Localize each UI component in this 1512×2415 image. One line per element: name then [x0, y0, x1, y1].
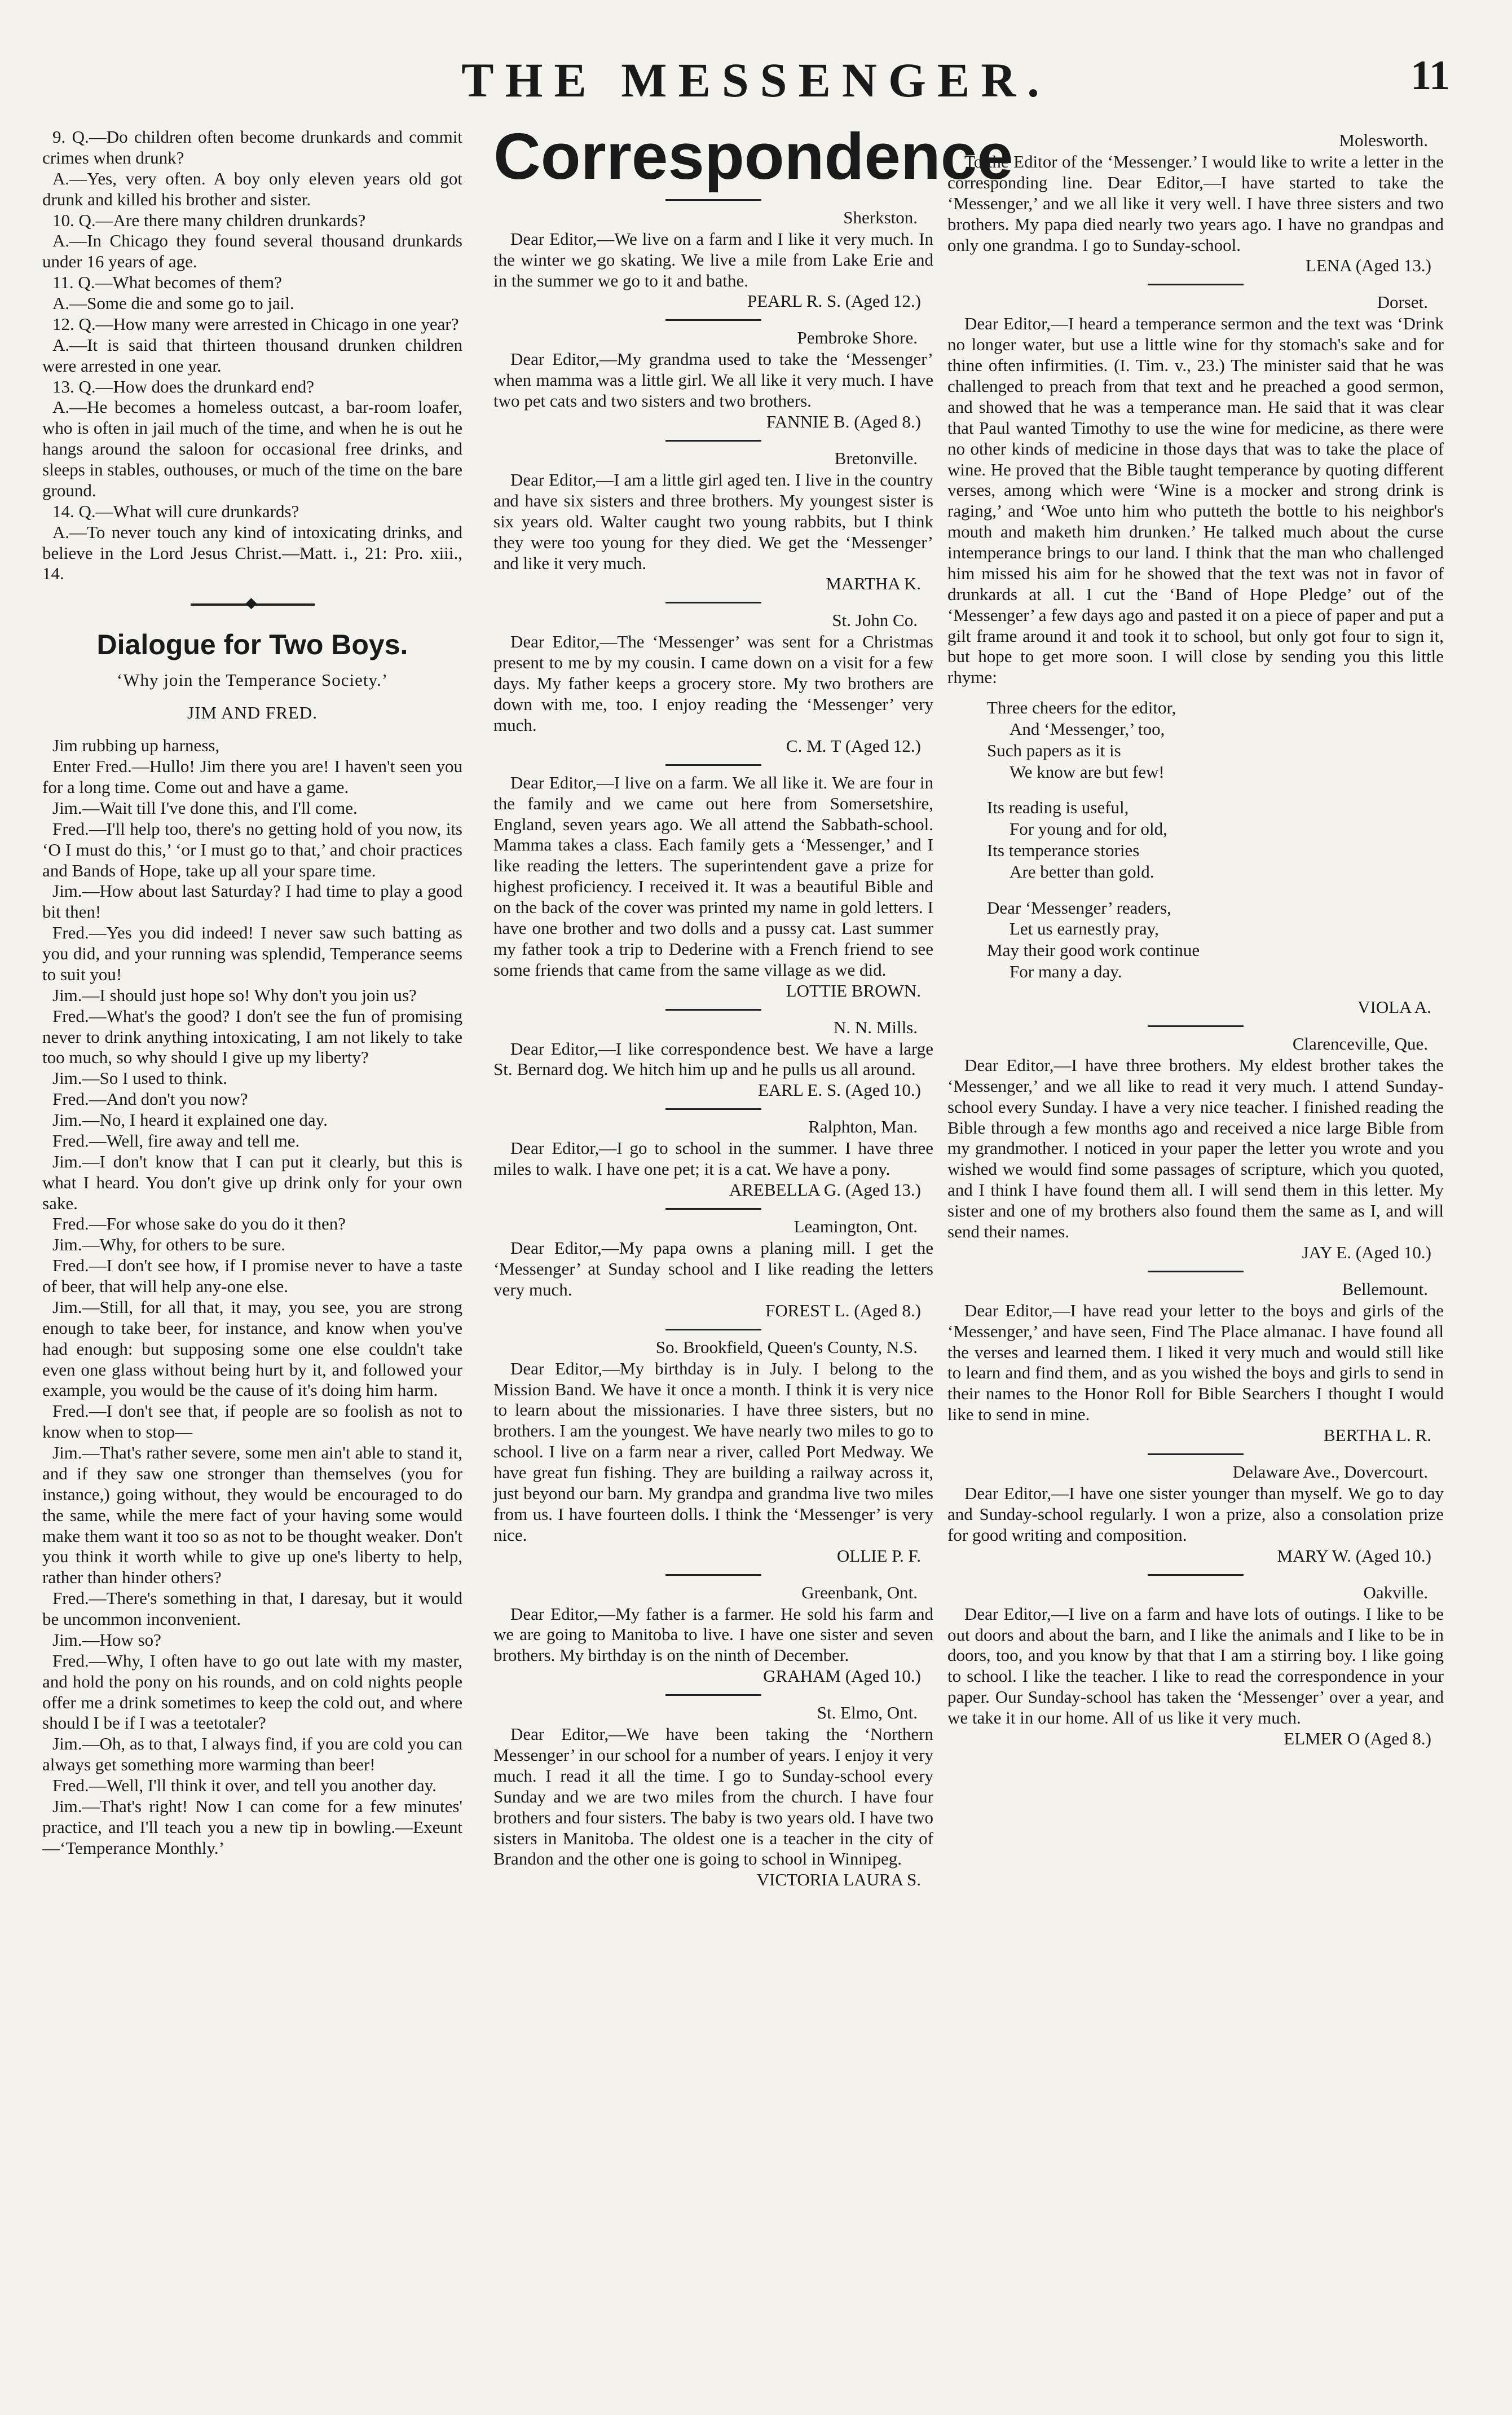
dialogue-line: Jim.—I should just hope so! Why don't you join us?: [52, 985, 417, 1005]
letter-place: Pembroke Shore.: [797, 328, 918, 348]
dialogue-line: Jim.—Oh, as to that, I always find, if you are cold you can always get something more warming than beer!: [42, 1734, 462, 1775]
poem-line: May their good work continue: [987, 940, 1200, 960]
letter-rule: [665, 1574, 761, 1576]
letter: [493, 1117, 933, 1200]
letter-rule: [665, 1208, 761, 1210]
ornamental-rule: [191, 603, 315, 606]
letter-body: Dear Editor,—I am a little girl aged ten. I live in the country and have six sisters and three brothers. My youngest sister is six years old. Walter caught two young rabbits, but I think they were too young for they died. We get the ‘Messenger’ and like it very much.: [493, 470, 933, 573]
dialogue-line: Fred.—And don't you now?: [52, 1089, 248, 1109]
letter-signature: PEARL R. S. (Aged 12.): [747, 291, 921, 311]
letter-signature: MARY W. (Aged 10.): [1277, 1545, 1431, 1566]
dialogue-line: Fred.—What's the good? I don't see the fun of promising never to drink anything intoxicating, I am not likely to take too much, so why should I give up my liberty?: [42, 1006, 462, 1068]
poem: [947, 697, 1444, 982]
letter-body: Dear Editor,—We have been taking the ‘Northern Messenger’ in our school for a number of years. I enjoy it very much. I read it all the time. I go to Sunday-school every Sunday and we are two miles from the church. I have four brothers and four sisters. The baby is two years old. I have two sisters in Manitoba. The oldest one is a teacher in the city of Brandon and the other one is going to school in Winnipeg.: [493, 1724, 933, 1869]
dialogue-line: Fred.—Well, I'll think it over, and tell you another day.: [52, 1775, 437, 1795]
letter-body: Dear Editor,—The ‘Messenger’ was sent for a Christmas present to me by my cousin. I came down on a visit for a few days. My father keeps a grocery store. My two brothers are down with me, too. I enjoy reading the ‘Messenger’ very much.: [493, 632, 933, 735]
letter-body: Dear Editor,—I like correspondence best. We have a large St. Bernard dog. We hitch him up and he pulls us all around.: [493, 1038, 933, 1079]
letter: [947, 1583, 1444, 1749]
letter-place: St. Elmo, Ont.: [817, 1703, 918, 1723]
letter: [493, 1217, 933, 1321]
letters-right-top: [947, 130, 1444, 688]
poem-line: For many a day.: [1010, 962, 1122, 982]
poem-line: Let us earnestly pray,: [1010, 919, 1159, 939]
letter-place: Ralphton, Man.: [808, 1117, 918, 1137]
letter: [493, 773, 933, 1001]
correspondence-title: Correspondence: [493, 120, 1013, 193]
column-middle: [493, 120, 1013, 1898]
letter-rule: [665, 764, 761, 766]
letter-place: Bellemount.: [1342, 1279, 1428, 1299]
poem-line: We know are but few!: [1010, 761, 1165, 782]
letter-body: Dear Editor,—I have one sister younger than myself. We go to day and Sunday-school regularly. I won a prize, also a consolation prize for good writing and composition.: [947, 1483, 1444, 1545]
catechism-line: A.—To never touch any kind of intoxicating drinks, and believe in the Lord Jesus Christ.—Matt. i., 21: Pro. xiii., 14.: [42, 522, 462, 584]
poem-line: Dear ‘Messenger’ readers,: [987, 897, 1171, 918]
poem-line: And ‘Messenger,’ too,: [1010, 719, 1165, 739]
letter-signature: BERTHA L. R.: [1323, 1425, 1431, 1445]
dialogue-section: [42, 735, 462, 1858]
letter-signature: LOTTIE BROWN.: [786, 980, 921, 1001]
title-rule: [665, 199, 761, 201]
poem-line: For young and for old,: [1010, 819, 1167, 839]
dialogue-line: Fred.—For whose sake do you do it then?: [52, 1214, 346, 1234]
poem-signature: VIOLA A.: [1357, 997, 1431, 1017]
letter-body: Dear Editor,—I heard a temperance sermon and the text was ‘Drink no longer water, but use a little wine for thy stomach's sake and for thine often infirmities. (I. Tim. v., 23.) The minister said that he was challenged to preach from that text and he preached a good sermon, and showed that he was a temperance man. He said that it was clear that Paul wanted Timothy to use the wine for medicine, as there were no other kinds of medicine in those days that was to take the place of wine. He proved that the Bible taught temperance by quoting different verses, among which were ‘Wine is a mocker and strong drink is raging,’ and ‘Woe unto him who putteth the bottle to his neighbor's mouth and maketh him drunken.’ He talked much about the curse intemperance brings to our land. I think that the man who challenged him missed his aim for he showed that the text was not in favor of drunkards at all. I cut the ‘Band of Hope Pledge’ out of the ‘Messenger’ a few days ago and pasted it on a piece of paper and put a gilt frame around it and took it to school, but only got four to sign it, but hope to get more soon. I will close by sending you this little rhyme:: [947, 314, 1444, 688]
letter: [947, 1034, 1444, 1263]
letter-rule: [665, 440, 761, 442]
letter-body: Dear Editor,—My birthday is in July. I belong to the Mission Band. We have it once a month. I think it is very nice to learn about the missionaries. I have three sisters, but no brothers. I am the youngest. We have nearly two miles to go to school. I live on a farm near a river, called Port Medway. We have great fun fishing. They are building a railway across it, just beyond our barn. My grandpa and grandma live two miles from us. I have fourteen dolls. I think the ‘Messenger’ is very nice.: [493, 1358, 933, 1545]
letter-body: Dear Editor,—My grandma used to take the ‘Messenger’ when mamma was a little girl. We all like it very much. I have two pet cats and two sisters and two brothers.: [493, 349, 933, 411]
catechism-line: A.—Some die and some go to jail.: [52, 293, 294, 313]
letter-rule: [1148, 284, 1244, 285]
dialogue-line: Fred.—Why, I often have to go out late with my master, and hold the pony on his rounds, and on cold nights people offer me a drink sometimes to keep the cold out, and where should I be if I was a teetotaler?: [42, 1650, 462, 1733]
letter-body: Dear Editor,—My father is a farmer. He sold his farm and we are going to Manitoba to live. I have one sister and seven brothers. My birthday is on the ninth of December.: [493, 1603, 933, 1665]
letter-signature: OLLIE P. F.: [836, 1545, 921, 1566]
letter-rule: [665, 1009, 761, 1011]
poem-line: Its reading is useful,: [987, 797, 1129, 818]
column-left: [42, 127, 462, 1859]
letters-middle: [493, 208, 933, 1890]
letters-right-bottom: [947, 1034, 1444, 1749]
letter-rule: [1148, 1025, 1244, 1027]
letter-place: Oakville.: [1363, 1582, 1428, 1602]
column-right: [947, 127, 1444, 1757]
letter-signature: MARTHA K.: [826, 574, 921, 594]
dialogue-cast: JIM AND FRED.: [187, 703, 318, 723]
catechism-line: 10. Q.—Are there many children drunkards?: [52, 210, 366, 230]
catechism-line: 13. Q.—How does the drunkard end?: [52, 376, 315, 396]
letter: [493, 1337, 933, 1566]
letter-rule: [1148, 1271, 1244, 1272]
dialogue-line: Jim.—How so?: [52, 1629, 161, 1650]
catechism-line: 11. Q.—What becomes of them?: [52, 272, 282, 293]
letter-place: St. John Co.: [832, 610, 918, 631]
poem-stanza: [987, 897, 1444, 982]
letter-place: Leamington, Ont.: [794, 1217, 918, 1237]
letter-signature: FOREST L. (Aged 8.): [765, 1300, 921, 1320]
masthead: THE MESSENGER.: [461, 53, 1051, 107]
dialogue-line: Fred.—I don't see how, if I promise never to have a taste of beer, that will help any-one else.: [42, 1255, 462, 1296]
letter-rule: [1148, 1574, 1244, 1576]
dialogue-line: Fred.—I'll help too, there's no getting hold of you now, its ‘O I must do this,’ ‘or I must go to that,’ and choir practices and Bands of Hope, take up all your spare time.: [42, 818, 462, 880]
letter: [947, 130, 1444, 276]
page-number: 11: [1410, 52, 1450, 99]
letter-rule: [665, 1329, 761, 1330]
letter: [493, 448, 933, 594]
letter-body: Dear Editor,—I live on a farm and have lots of outings. I like to be out doors and about the barn, and I like the animals and I like to be in doors, too, and you know by that that I am a stirring boy. I like going to school. I like the teacher. I like to read the correspondence in your paper. Our Sunday-school has taken the ‘Messenger’ over a year, and we take it in our home. All of us like it very much.: [947, 1603, 1444, 1727]
letter-body: Dear Editor,—I have three brothers. My eldest brother takes the ‘Messenger,’ and we all like to read it very much. I attend Sunday-school every Sunday. I have a very nice teacher. I finished reading the Bible through a few months ago and received a nice large Bible from my grandmother. I noticed in your paper the letter you wrote and you wished we would find some passages of scripture, which you quoted, and I think I have found them all. I will send them in this letter. My sister and one of my brothers also found them the same as I, and will send their names.: [947, 1055, 1444, 1241]
letter-rule: [1148, 1453, 1244, 1455]
poem-line: Such papers as it is: [987, 740, 1121, 760]
letter-signature: JAY E. (Aged 10.): [1302, 1242, 1431, 1262]
letter-signature: AREBELLA G. (Aged 13.): [729, 1180, 921, 1200]
dialogue-subtitle: ‘Why join the Temperance Society.’: [116, 670, 389, 690]
poem-line: Its temperance stories: [987, 840, 1140, 860]
letter-body: Dear Editor,—My papa owns a planing mill. I get the ‘Messenger’ at Sunday school and I like reading the letters very much.: [493, 1238, 933, 1299]
catechism-line: A.—In Chicago they found several thousand drunkards under 16 years of age.: [42, 231, 462, 272]
letter: [493, 208, 933, 312]
letter: [493, 1583, 933, 1687]
letter-signature: LENA (Aged 13.): [1306, 255, 1431, 276]
dialogue-line: Jim.—No, I heard it explained one day.: [52, 1110, 328, 1130]
letter: [947, 1462, 1444, 1566]
dialogue-line: Fred.—There's something in that, I daresay, but it would be uncommon inconvenient.: [42, 1588, 462, 1629]
letter-place: N. N. Mills.: [834, 1017, 918, 1037]
letter-place: Sherkston.: [843, 207, 918, 227]
letter: [493, 328, 933, 432]
letter-place: Clarenceville, Que.: [1292, 1033, 1428, 1054]
dialogue-line: Jim.—How about last Saturday? I had time to play a good bit then!: [42, 881, 462, 922]
dialogue-line: Jim.—I don't know that I can put it clearly, but this is what I heard. You don't give up drink only for your own sake.: [42, 1151, 462, 1213]
letter-body: Dear Editor,—I have read your letter to the boys and girls of the ‘Messenger,’ and have seen, Find The Place almanac. I have found all the verses and learned them. I liked it very much and would still like to learn and find them, and as you wished the boys and girls to send in their names to the Honor Roll for Bible Searchers I thought I would like to send in mine.: [947, 1300, 1444, 1425]
letter-place: Molesworth.: [1339, 130, 1428, 150]
dialogue-title: Dialogue for Two Boys.: [96, 629, 408, 661]
dialogue-line: Jim rubbing up harness,: [52, 735, 220, 756]
letter-rule: [665, 1108, 761, 1110]
letter: [947, 292, 1444, 688]
poem-stanza: [987, 697, 1444, 782]
catechism-line: A.—It is said that thirteen thousand drunken children were arrested in one year.: [42, 334, 462, 376]
letter-body: Dear Editor,—I live on a farm. We all like it. We are four in the family and we came out here from Somersetshire, England, seven years ago. We all attend the Sabbath-school. Mamma takes a class. Each family gets a ‘Messenger,’ and I like reading the letters. The superintendent gave a prize for highest proficiency. I received it. It was a beautiful Bible and on the back of the cover was printed my name in gold letters. I have one brother and two dolls and a pussy cat. Last summer my father took a trip to Dederine with a French friend to see some friends that came from the same village as we did.: [493, 772, 933, 980]
letter-place: Dorset.: [1377, 292, 1428, 312]
letter: [493, 1703, 933, 1890]
letter-body: Dear Editor,—I go to school in the summer. I have three miles to walk. I have one pet; it is a cat. We have a pony.: [493, 1138, 933, 1179]
catechism-line: 9. Q.—Do children often become drunkards and commit crimes when drunk?: [42, 127, 462, 168]
letter-signature: VICTORIA LAURA S.: [756, 1870, 921, 1890]
letter-place: Bretonville.: [834, 448, 918, 469]
dialogue-line: Jim.—Still, for all that, it may, you see, you are strong enough to take beer, for instance, and know when you've had enough: but supposing some one else couldn't take even one glass without being hurt by it, and followed your example, you would be the cause of it's doing him harm.: [42, 1297, 462, 1400]
letter-rule: [665, 602, 761, 603]
dialogue-line: Jim.—So I used to think.: [52, 1068, 228, 1088]
catechism-line: A.—Yes, very often. A boy only eleven years old got drunk and killed his brother and sister.: [42, 168, 462, 209]
letter-signature: C. M. T (Aged 12.): [786, 735, 921, 756]
catechism-section: [42, 127, 462, 584]
letter: [947, 1279, 1444, 1446]
dialogue-line: Enter Fred.—Hullo! Jim there you are! I haven't seen you for a long time. Come out and have a game.: [42, 756, 462, 797]
poem-line: Are better than gold.: [1010, 861, 1154, 882]
dialogue-line: Fred.—Well, fire away and tell me.: [52, 1130, 300, 1151]
dialogue-line: Jim.—That's rather severe, some men ain't able to stand it, and if they saw one stronger than themselves (you for instance,) going without, they would be encouraged to do the same, while the mere fact of your having some would make them want it too so as not to be thought weaker. Don't you think it worth while to give up one's liberty to help, rather than hinder others?: [42, 1443, 462, 1588]
letter: [493, 1017, 933, 1101]
dialogue-line: Jim.—Why, for others to be sure.: [52, 1235, 285, 1255]
letter-place: Greenbank, Ont.: [801, 1582, 918, 1602]
letter-place: Delaware Ave., Dovercourt.: [1232, 1462, 1428, 1482]
dialogue-line: Fred.—I don't see that, if people are so foolish as not to know when to stop—: [42, 1401, 462, 1442]
letter-signature: ELMER O (Aged 8.): [1284, 1728, 1431, 1748]
letter-rule: [665, 319, 761, 321]
letter: [493, 610, 933, 756]
letter-signature: FANNIE B. (Aged 8.): [766, 412, 921, 432]
letter-place: So. Brookfield, Queen's County, N.S.: [655, 1337, 918, 1357]
letter-signature: GRAHAM (Aged 10.): [763, 1666, 921, 1686]
dialogue-line: Jim.—Wait till I've done this, and I'll come.: [52, 797, 358, 818]
letter-body: Dear Editor,—We live on a farm and I like it very much. In the winter we go skating. We live a mile from Lake Erie and in the summer we go to it and bathe.: [493, 228, 933, 290]
letter-rule: [665, 1694, 761, 1696]
poem-line: Three cheers for the editor,: [987, 698, 1176, 718]
poem-stanza: [987, 797, 1444, 882]
catechism-line: 14. Q.—What will cure drunkards?: [52, 501, 299, 521]
letter-body: To the Editor of the ‘Messenger.’ I would like to write a letter in the corresponding line. Dear Editor,—I have started to take the ‘Messenger,’ and we all like it very well. I have three sisters and two brothers. My papa died nearly two years ago. I have no grandpas and only one grandma. I go to Sunday-school.: [947, 152, 1444, 255]
catechism-line: 12. Q.—How many were arrested in Chicago in one year?: [52, 314, 459, 334]
dialogue-line: Fred.—Yes you did indeed! I never saw such batting as you did, and your running was splendid, Temperance seems to suit you!: [42, 923, 462, 984]
letter-signature: EARL E. S. (Aged 10.): [757, 1080, 921, 1100]
dialogue-line: Jim.—That's right! Now I can come for a few minutes' practice, and I'll teach you a new tip in bowling.—Exeunt—‘Temperance Monthly.’: [42, 1796, 462, 1858]
catechism-line: A.—He becomes a homeless outcast, a bar-room loafer, who is often in jail much of the time, and when he is out he hangs around the saloon for occasional free drinks, and sleeps in stables, outhouses, or much of the time on the bare ground.: [42, 397, 462, 500]
